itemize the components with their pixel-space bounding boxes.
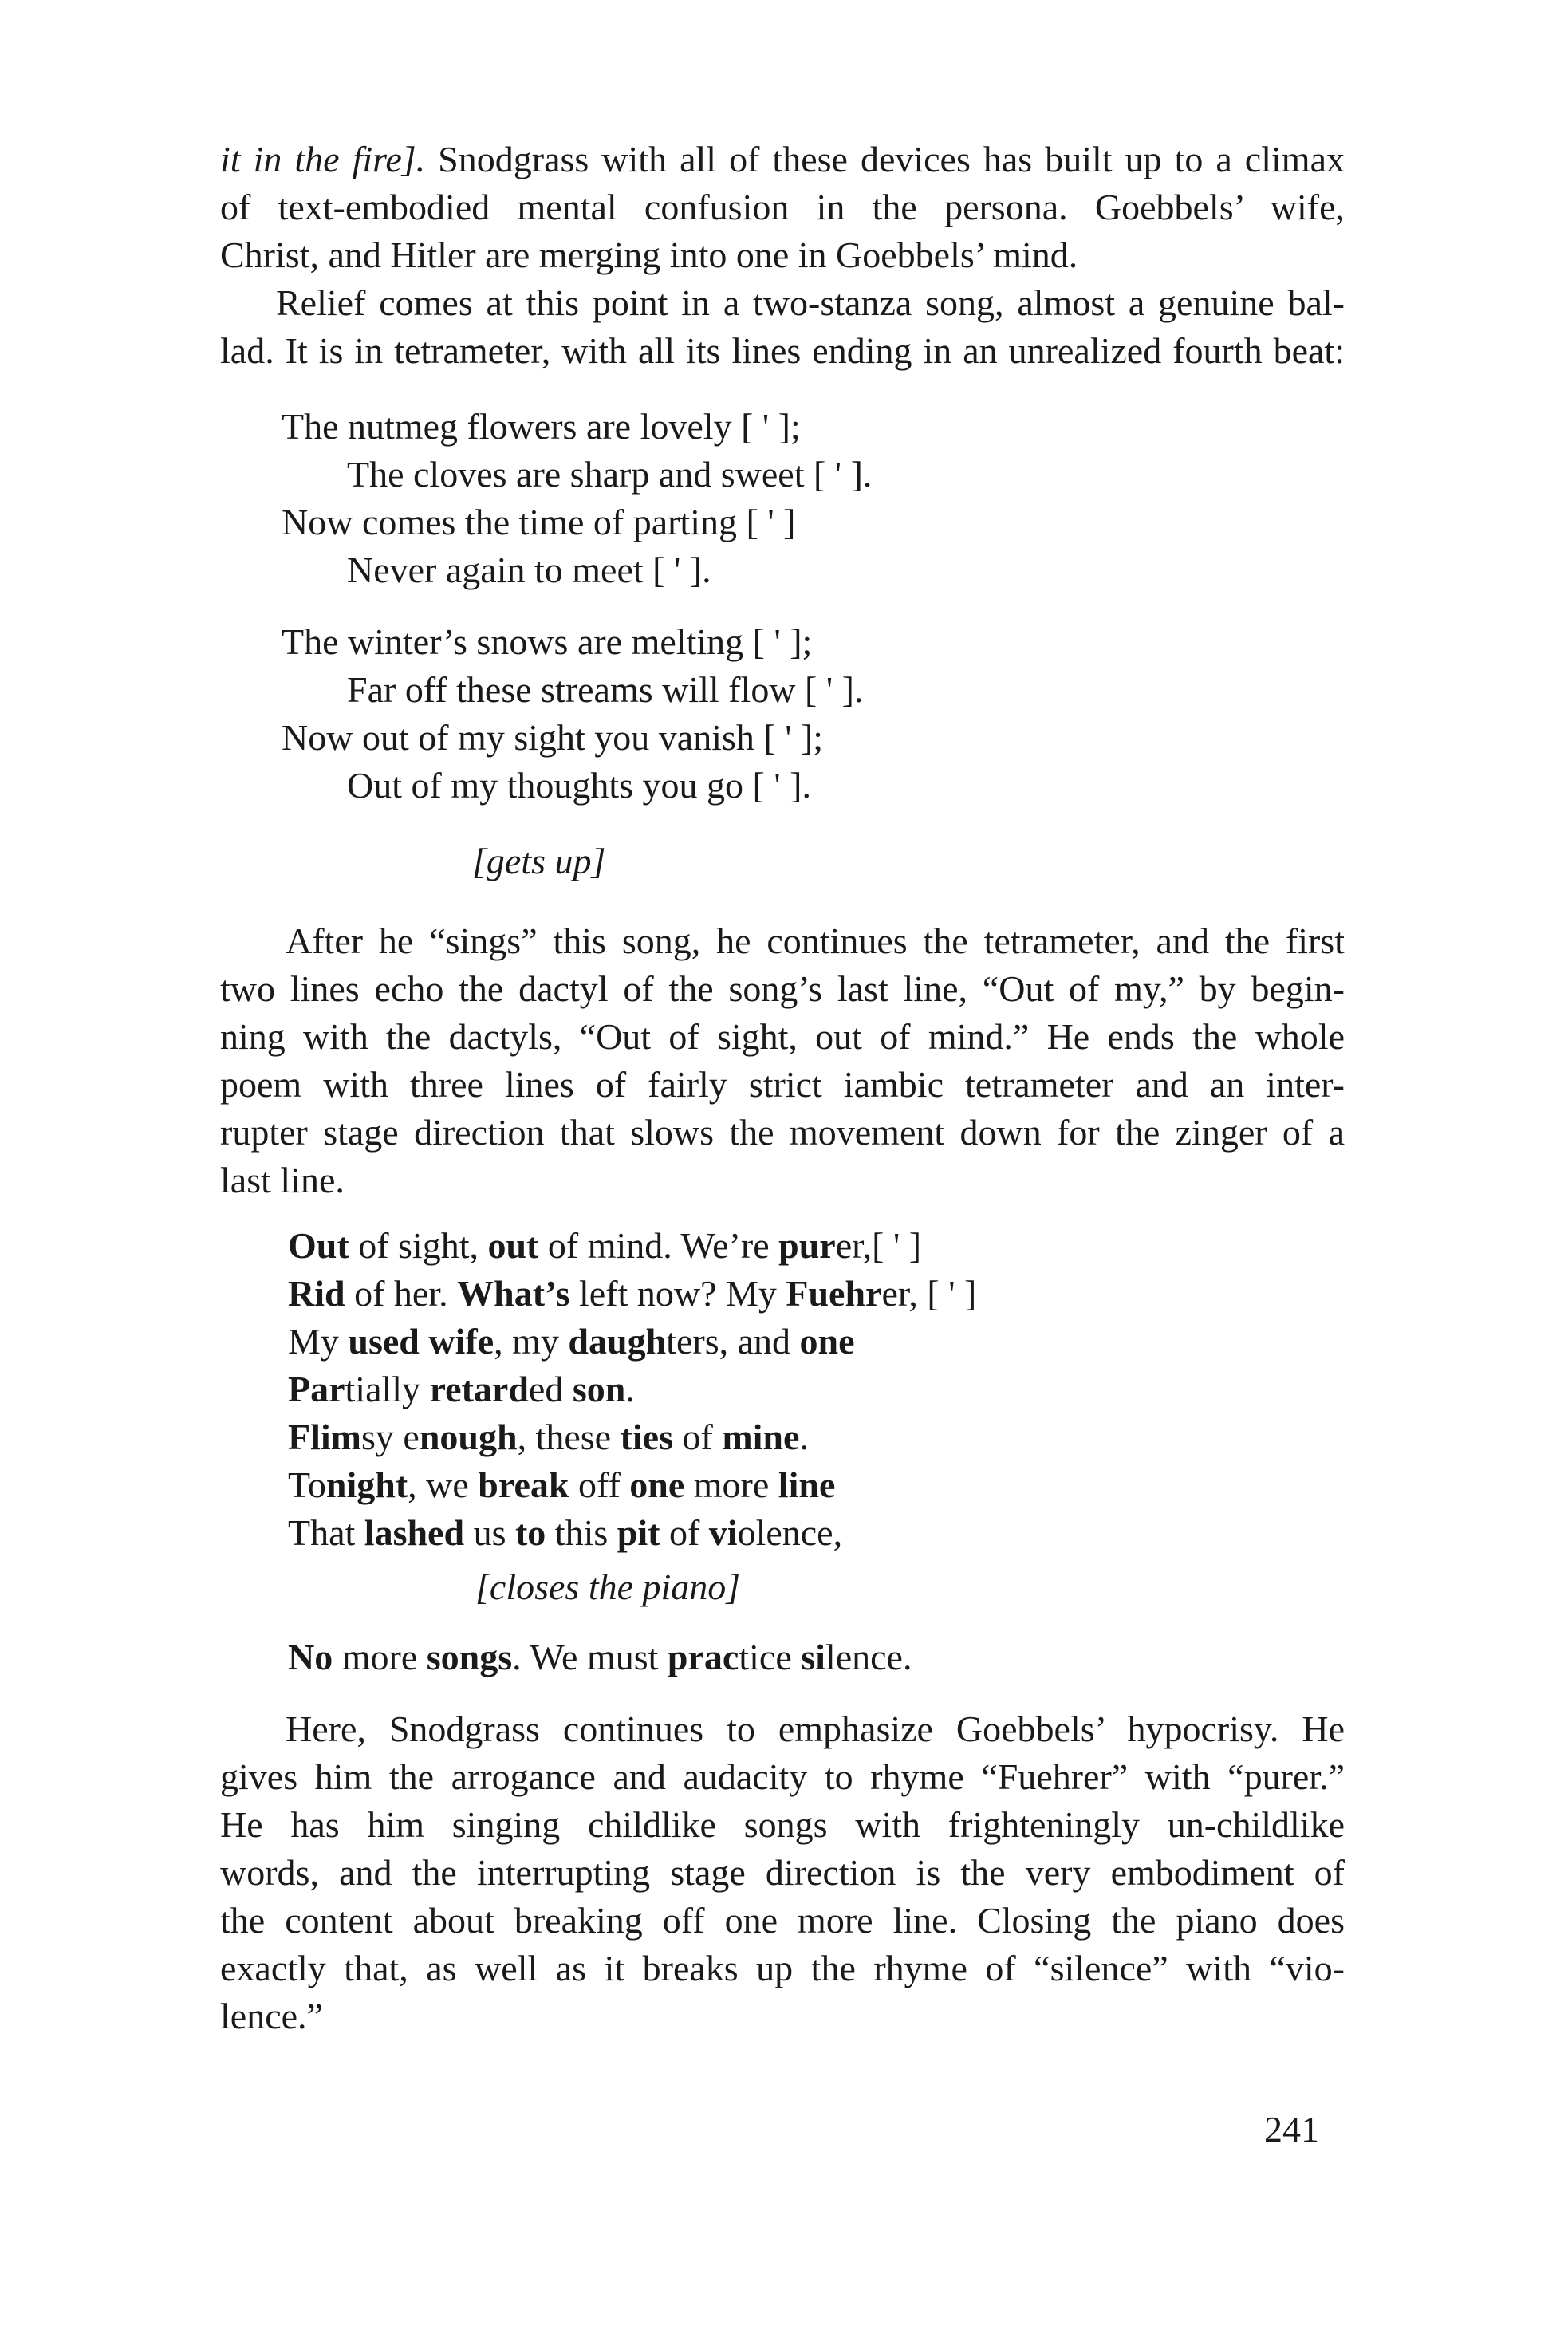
- song-line: Now comes the time of parting [ ' ]: [282, 502, 796, 542]
- poem-word-segment: , my: [494, 1321, 569, 1362]
- poem-word-segment: to: [514, 1512, 546, 1553]
- paragraph-3-line-6: last line.: [220, 1160, 345, 1200]
- poem-word-segment: night: [325, 1464, 408, 1505]
- paragraph-1-line-3: Christ, and Hitler are merging into one in Goebbels’ mind.: [220, 234, 1078, 275]
- poem-word-segment: nough: [419, 1417, 518, 1457]
- stage-direction-gets-up: [gets up]: [472, 841, 606, 881]
- poem-word-segment: Out: [288, 1225, 349, 1266]
- poem-word-segment: No: [288, 1637, 333, 1677]
- poem-line: [288, 1413, 976, 1461]
- paragraph-4-line-5: the content about breaking off one more line. Closing the piano does: [220, 1900, 1345, 1941]
- poem-word-segment: of: [660, 1512, 709, 1553]
- poem-word-segment: of: [673, 1417, 723, 1457]
- poem-word-segment: one: [629, 1464, 685, 1505]
- poem-word-segment: one: [799, 1321, 855, 1362]
- poem-word-segment: . We must: [512, 1637, 668, 1677]
- poem-word-segment: line: [778, 1464, 836, 1505]
- poem-word-segment: out: [487, 1225, 539, 1266]
- paragraph-4: [220, 1705, 1345, 2040]
- poem-word-segment: break: [478, 1464, 569, 1505]
- paragraph-2: [220, 279, 1345, 375]
- paragraph-4-line-1: Here, Snodgrass continues to emphasize Goebbels’ hypocrisy. He: [286, 1708, 1345, 1749]
- poem-word-segment: lence.: [825, 1637, 912, 1677]
- poem-word-segment: left now? My: [569, 1273, 786, 1314]
- poem-word-segment: Rid: [288, 1273, 345, 1314]
- song-line: The winter’s snows are melting [ ' ];: [282, 621, 813, 662]
- poem-word-segment: off: [569, 1464, 630, 1505]
- poem-word-segment: .: [625, 1369, 635, 1409]
- poem-excerpt: [288, 1222, 976, 1557]
- poem-line: [288, 1318, 976, 1366]
- poem-word-segment: To: [288, 1464, 326, 1505]
- paragraph-3: [220, 917, 1345, 1204]
- poem-word-segment: My: [288, 1321, 349, 1362]
- poem-word-segment: prac: [667, 1637, 739, 1677]
- poem-line: [288, 1509, 976, 1557]
- poem-word-segment: si: [801, 1637, 825, 1677]
- paragraph-3-line-4: poem with three lines of fairly strict iambic tetrameter and an inter-: [220, 1064, 1345, 1105]
- poem-word-segment: daugh: [568, 1321, 667, 1362]
- poem-word-segment: .: [799, 1417, 809, 1457]
- poem-line: [288, 1222, 976, 1270]
- poem-word-segment: of her.: [345, 1273, 458, 1314]
- poem-word-segment: this: [546, 1512, 617, 1553]
- poem-word-segment: pur: [778, 1225, 836, 1266]
- paragraph-4-line-4: words, and the interrupting stage direction is the very embodiment of: [220, 1852, 1345, 1893]
- song-stanza-1: [282, 403, 872, 594]
- poem-word-segment: tially: [345, 1369, 430, 1409]
- poem-word-segment: Par: [288, 1369, 345, 1409]
- poem-word-segment: ed: [528, 1369, 573, 1409]
- poem-word-segment: of mind. We’re: [538, 1225, 779, 1266]
- paragraph-4-line-7: lence.”: [220, 1996, 323, 2036]
- poem-word-segment: , we: [408, 1464, 479, 1505]
- poem-word-segment: more: [333, 1637, 427, 1677]
- poem-word-segment: used wife: [348, 1321, 494, 1362]
- poem-line: [288, 1461, 976, 1509]
- poem-line: [288, 1366, 976, 1413]
- poem-word-segment: pit: [617, 1512, 660, 1553]
- song-line: Far off these streams will flow [ ' ].: [347, 669, 864, 710]
- poem-line: [288, 1270, 976, 1318]
- poem-word-segment: re: [429, 1369, 462, 1409]
- paragraph-1: [220, 136, 1345, 279]
- poem-word-segment: mine: [722, 1417, 800, 1457]
- poem-word-segment: olence,: [737, 1512, 843, 1553]
- poem-word-segment: sy: [360, 1417, 404, 1457]
- poem-word-segment: Flim: [288, 1417, 361, 1457]
- paragraph-4-line-2: gives him the arrogance and audacity to rhyme “Fuehrer” with “purer.”: [220, 1756, 1345, 1797]
- poem-word-segment: ters, and: [666, 1321, 800, 1362]
- paragraph-1-line-2: of text-embodied mental confusion in the persona. Goebbels’ wife,: [220, 187, 1345, 227]
- poem-final-line: [288, 1634, 912, 1681]
- poem-line: [288, 1634, 912, 1681]
- song-line: Never again to meet [ ' ].: [347, 550, 711, 590]
- poem-word-segment: ties: [620, 1417, 673, 1457]
- poem-word-segment: songs: [426, 1637, 513, 1677]
- song-line: The cloves are sharp and sweet [ ' ].: [347, 454, 873, 495]
- paragraph-3-line-2: two lines echo the dactyl of the song’s last line, “Out of my,” by begin-: [220, 968, 1345, 1009]
- poem-word-segment: er, [ ' ]: [881, 1273, 977, 1314]
- poem-word-segment: vi: [708, 1512, 738, 1553]
- song-line: The nutmeg flowers are lovely [ ' ];: [282, 406, 801, 447]
- poem-word-segment: Fuehr: [786, 1273, 882, 1314]
- song-line: Now out of my sight you vanish [ ' ];: [282, 717, 824, 758]
- paragraph-3-line-1: After he “sings” this song, he continues the tetrameter, and the first: [286, 920, 1345, 961]
- poem-word-segment: more: [684, 1464, 778, 1505]
- paragraph-3-line-5: rupter stage direction that slows the movement down for the zinger of a: [220, 1112, 1345, 1153]
- page-number: 241: [1264, 2109, 1319, 2150]
- paragraph-1-line-1: it in the fire]. Snodgrass with all of these devices has built up to a climax: [220, 139, 1345, 179]
- paragraph-3-line-3: ning with the dactyls, “Out of sight, out of mind.” He ends the whole: [220, 1016, 1345, 1057]
- poem-word-segment: tard: [461, 1369, 529, 1409]
- paragraph-4-line-3: He has him singing childlike songs with frighteningly un-childlike: [220, 1804, 1345, 1845]
- poem-word-segment: e: [403, 1417, 420, 1457]
- poem-word-segment: us: [464, 1512, 515, 1553]
- poem-word-segment: tice: [739, 1637, 802, 1677]
- poem-word-segment: , these: [517, 1417, 621, 1457]
- poem-word-segment: That: [288, 1512, 364, 1553]
- poem-word-segment: er,[ ' ]: [835, 1225, 922, 1266]
- poem-word-segment: son: [572, 1369, 626, 1409]
- poem-word-segment: lashed: [364, 1512, 465, 1553]
- paragraph-2-line-1: Relief comes at this point in a two-stanza song, almost a genuine bal-: [276, 282, 1345, 323]
- stage-direction-closes-piano: [closes the piano]: [475, 1567, 741, 1607]
- song-line: Out of my thoughts you go [ ' ].: [347, 765, 811, 806]
- poem-word-segment: What’s: [457, 1273, 570, 1314]
- paragraph-2-line-2: lad. It is in tetrameter, with all its lines ending in an unrealized fourth beat:: [220, 330, 1345, 371]
- poem-word-segment: of sight,: [349, 1225, 488, 1266]
- paragraph-4-line-6: exactly that, as well as it breaks up the rhyme of “silence” with “vio-: [220, 1948, 1345, 1988]
- song-stanza-2: [282, 618, 863, 810]
